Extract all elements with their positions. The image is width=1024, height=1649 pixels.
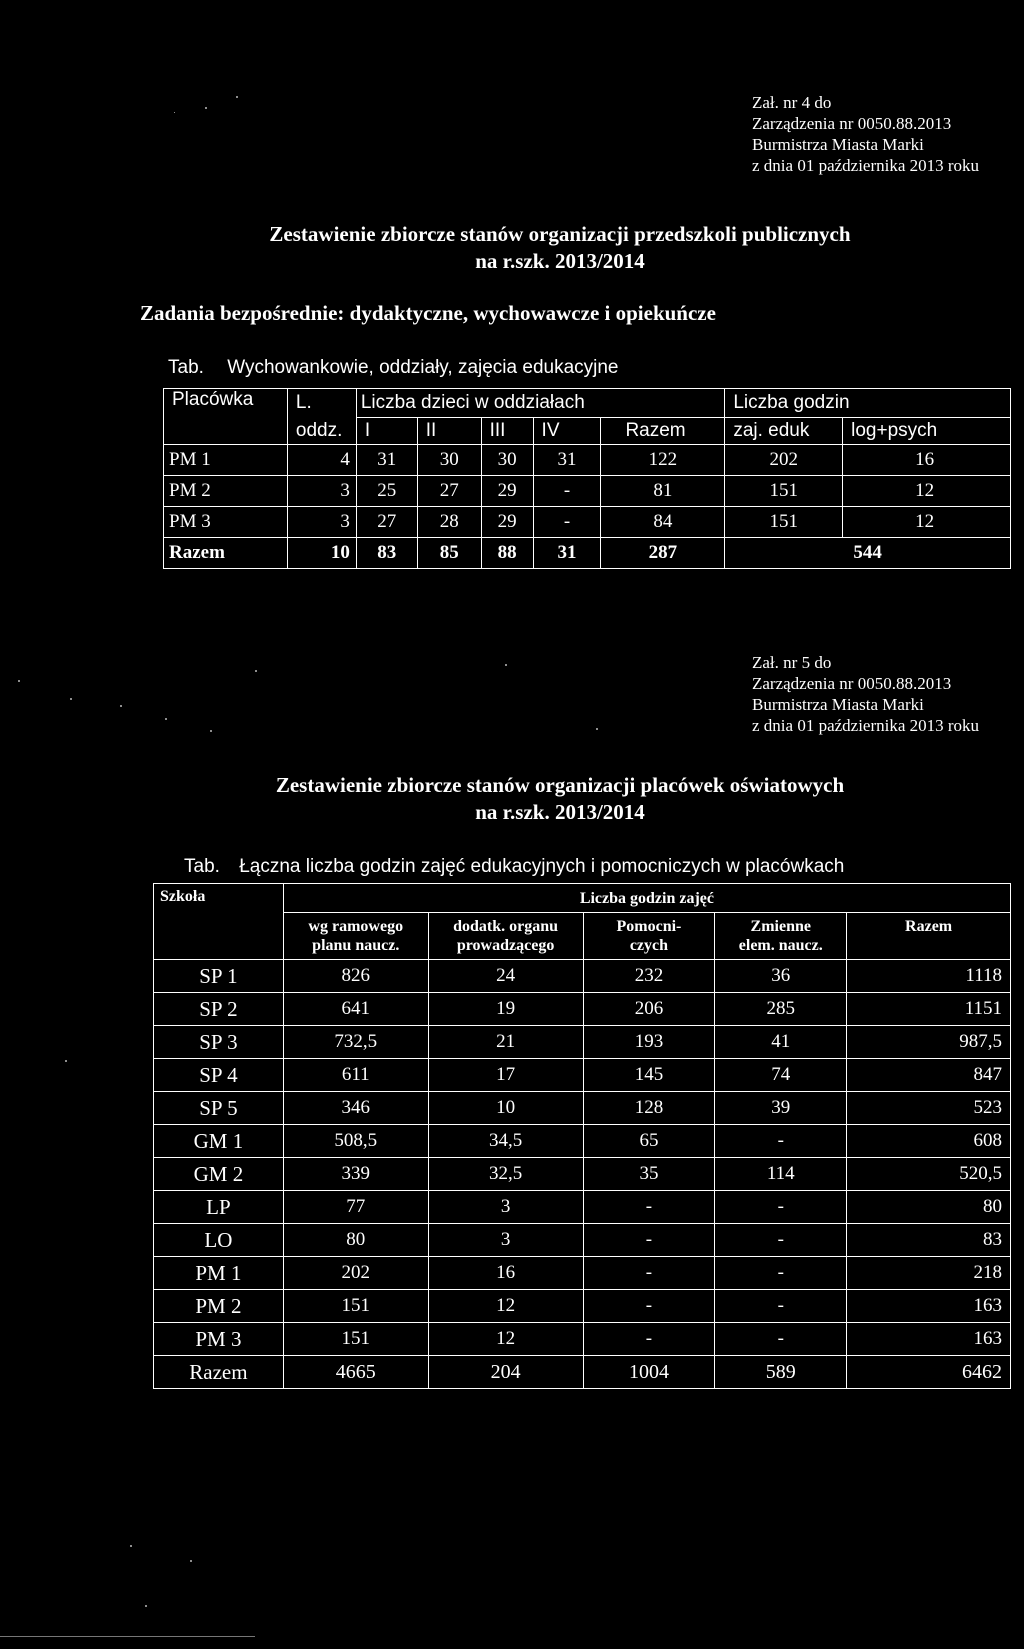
table-row	[154, 1158, 1011, 1191]
table-row	[164, 445, 1011, 476]
header-text: prowadzącego	[456, 937, 555, 954]
cell-ramowego: 339	[283, 1158, 428, 1191]
header-iv: IV	[533, 418, 601, 445]
cell-ramowego: 826	[283, 960, 428, 993]
header-oddz: oddz.	[287, 418, 356, 445]
caption-text: Wychowankowie, oddziały, zajęcia edukacyjne	[227, 357, 619, 378]
table-godziny-zajec	[153, 883, 1011, 1389]
cell-ii: 27	[417, 476, 481, 507]
cell-szkola: SP 1	[154, 960, 284, 993]
cell-zmienne: -	[715, 1191, 847, 1224]
table-row	[164, 476, 1011, 507]
annex-line: Zarządzenia nr 0050.88.2013	[752, 114, 952, 133]
header-razem: Razem	[847, 913, 1011, 960]
cell-ramowego: 508,5	[283, 1125, 428, 1158]
cell-iv: 31	[533, 445, 601, 476]
cell-zmienne: -	[715, 1125, 847, 1158]
cell-dodatk: 3	[428, 1224, 583, 1257]
section2-title-line2: na r.szk. 2013/2014	[475, 800, 645, 824]
cell-pomocniczych: 1004	[583, 1356, 715, 1389]
cell-log: 12	[843, 476, 1011, 507]
cell-zmienne: -	[715, 1290, 847, 1323]
caption-text: Łączna liczba godzin zajęć edukacyjnych i pomocniczych w placówkach	[239, 856, 845, 877]
cell-pomocniczych: -	[583, 1257, 715, 1290]
cell-log: 12	[843, 507, 1011, 538]
cell-pomocniczych: 35	[583, 1158, 715, 1191]
cell-szkola: Razem	[154, 1356, 284, 1389]
cell-pomocniczych: -	[583, 1224, 715, 1257]
table-row-total	[164, 538, 1011, 569]
cell-placowka: PM 1	[164, 445, 288, 476]
cell-zmienne: 589	[715, 1356, 847, 1389]
cell-pomocniczych: -	[583, 1191, 715, 1224]
cell-szkola: GM 1	[154, 1125, 284, 1158]
table-row	[154, 993, 1011, 1026]
header-text: dodatk. organu	[453, 918, 559, 935]
cell-dodatk: 17	[428, 1059, 583, 1092]
cell-pomocniczych: 232	[583, 960, 715, 993]
table-row	[154, 1224, 1011, 1257]
cell-ramowego: 4665	[283, 1356, 428, 1389]
header-text: Zmienne	[750, 918, 811, 935]
cell-i: 83	[356, 538, 417, 569]
cell-pomocniczych: 193	[583, 1026, 715, 1059]
cell-iii: 88	[481, 538, 533, 569]
cell-ramowego: 151	[283, 1323, 428, 1356]
section2-title	[180, 772, 940, 826]
cell-dodatk: 204	[428, 1356, 583, 1389]
cell-ramowego: 611	[283, 1059, 428, 1092]
cell-razem: 987,5	[847, 1026, 1011, 1059]
cell-razem: 80	[847, 1191, 1011, 1224]
cell-zmienne: -	[715, 1257, 847, 1290]
header-wg-ramowego	[283, 913, 428, 960]
cell-dodatk: 3	[428, 1191, 583, 1224]
cell-razem: 1151	[847, 993, 1011, 1026]
cell-ramowego: 641	[283, 993, 428, 1026]
table-row-total	[154, 1356, 1011, 1389]
cell-razem: 523	[847, 1092, 1011, 1125]
cell-zmienne: 74	[715, 1059, 847, 1092]
cell-pomocniczych: 128	[583, 1092, 715, 1125]
annex-line: z dnia 01 października 2013 roku	[752, 716, 980, 735]
cell-godz-total: 544	[725, 538, 1011, 569]
cell-log: 16	[843, 445, 1011, 476]
cell-szkola: LP	[154, 1191, 284, 1224]
annex-4-header	[752, 92, 979, 176]
cell-iii: 29	[481, 507, 533, 538]
cell-dodatk: 19	[428, 993, 583, 1026]
cell-szkola: SP 2	[154, 993, 284, 1026]
cell-iv: -	[533, 476, 601, 507]
annex-line: Burmistrza Miasta Marki	[752, 135, 924, 154]
cell-razem: 84	[601, 507, 725, 538]
section1-title-line1: Zestawienie zbiorcze stanów organizacji przedszkoli publicznych	[269, 222, 851, 246]
cell-iii: 30	[481, 445, 533, 476]
cell-szkola: SP 4	[154, 1059, 284, 1092]
cell-ramowego: 732,5	[283, 1026, 428, 1059]
cell-zaj: 202	[725, 445, 843, 476]
annex-line: Zał. nr 5 do	[752, 653, 832, 672]
header-liczba-godzin: Liczba godzin zajęć	[283, 884, 1010, 913]
cell-razem: 287	[601, 538, 725, 569]
cell-oddz: 4	[287, 445, 356, 476]
header-i: I	[356, 418, 417, 445]
cell-razem: 163	[847, 1323, 1011, 1356]
cell-razem: 163	[847, 1290, 1011, 1323]
cell-razem: 520,5	[847, 1158, 1011, 1191]
cell-szkola: SP 3	[154, 1026, 284, 1059]
table1-caption	[168, 357, 619, 379]
cell-placowka: PM 3	[164, 507, 288, 538]
table-row	[154, 1059, 1011, 1092]
cell-ii: 85	[417, 538, 481, 569]
header-text: wg ramowego	[308, 918, 404, 935]
section2-title-line1: Zestawienie zbiorcze stanów organizacji placówek oświatowych	[275, 773, 845, 797]
cell-oddz: 3	[287, 476, 356, 507]
cell-razem: 218	[847, 1257, 1011, 1290]
tab-label: Tab.	[168, 357, 204, 378]
cell-razem: 81	[601, 476, 725, 507]
table-row	[154, 1191, 1011, 1224]
table-row	[154, 1092, 1011, 1125]
header-text: Pomocni-	[616, 918, 682, 935]
cell-dodatk: 32,5	[428, 1158, 583, 1191]
cell-oddz: 3	[287, 507, 356, 538]
cell-dodatk: 24	[428, 960, 583, 993]
cell-pomocniczych: 206	[583, 993, 715, 1026]
cell-szkola: SP 5	[154, 1092, 284, 1125]
cell-pomocniczych: 145	[583, 1059, 715, 1092]
cell-razem: 608	[847, 1125, 1011, 1158]
header-text: planu naucz.	[312, 937, 400, 954]
cell-ramowego: 202	[283, 1257, 428, 1290]
cell-zaj: 151	[725, 476, 843, 507]
header-liczba-dzieci: Liczba dzieci w oddziałach	[356, 389, 724, 418]
cell-zmienne: -	[715, 1323, 847, 1356]
header-zmienne	[715, 913, 847, 960]
tab-label: Tab.	[184, 856, 220, 877]
cell-szkola: LO	[154, 1224, 284, 1257]
cell-ramowego: 77	[283, 1191, 428, 1224]
cell-ii: 28	[417, 507, 481, 538]
table-row	[154, 960, 1011, 993]
header-pomocniczych	[583, 913, 715, 960]
cell-razem: 847	[847, 1059, 1011, 1092]
cell-dodatk: 21	[428, 1026, 583, 1059]
cell-ramowego: 346	[283, 1092, 428, 1125]
table-row	[154, 1026, 1011, 1059]
table-row	[154, 1125, 1011, 1158]
cell-dodatk: 34,5	[428, 1125, 583, 1158]
cell-szkola: PM 3	[154, 1323, 284, 1356]
annex-5-header	[752, 652, 979, 736]
cell-zmienne: 114	[715, 1158, 847, 1191]
cell-zmienne: 39	[715, 1092, 847, 1125]
cell-placowka: PM 2	[164, 476, 288, 507]
section1-subtitle: Zadania bezpośrednie: dydaktyczne, wychowawcze i opiekuńcze	[140, 301, 716, 325]
cell-i: 25	[356, 476, 417, 507]
cell-iii: 29	[481, 476, 533, 507]
cell-pomocniczych: -	[583, 1323, 715, 1356]
cell-i: 31	[356, 445, 417, 476]
cell-razem: 122	[601, 445, 725, 476]
cell-pomocniczych: -	[583, 1290, 715, 1323]
header-placowka: Placówka	[164, 389, 288, 445]
header-dodatk-organu	[428, 913, 583, 960]
cell-pomocniczych: 65	[583, 1125, 715, 1158]
cell-oddz: 10	[287, 538, 356, 569]
table-row	[154, 1290, 1011, 1323]
cell-razem: 83	[847, 1224, 1011, 1257]
cell-dodatk: 12	[428, 1290, 583, 1323]
cell-szkola: PM 1	[154, 1257, 284, 1290]
header-razem: Razem	[601, 418, 725, 445]
header-liczba-godzin: Liczba godzin	[725, 389, 1011, 418]
cell-iv: 31	[533, 538, 601, 569]
header-iii: III	[481, 418, 533, 445]
cell-zmienne: 36	[715, 960, 847, 993]
table-row	[164, 507, 1011, 538]
cell-zmienne: -	[715, 1224, 847, 1257]
section1-title-line2: na r.szk. 2013/2014	[475, 249, 645, 273]
annex-line: Zarządzenia nr 0050.88.2013	[752, 674, 952, 693]
cell-razem: 1118	[847, 960, 1011, 993]
annex-line: Burmistrza Miasta Marki	[752, 695, 924, 714]
table2-caption	[184, 856, 844, 878]
annex-line: z dnia 01 października 2013 roku	[752, 156, 980, 175]
cell-dodatk: 16	[428, 1257, 583, 1290]
table-row	[154, 1323, 1011, 1356]
table-wychowankowie	[163, 388, 1011, 569]
header-ii: II	[417, 418, 481, 445]
cell-placowka: Razem	[164, 538, 288, 569]
cell-iv: -	[533, 507, 601, 538]
section1-title	[180, 221, 940, 275]
cell-zaj: 151	[725, 507, 843, 538]
cell-razem: 6462	[847, 1356, 1011, 1389]
header-text: czych	[629, 937, 669, 954]
cell-ramowego: 151	[283, 1290, 428, 1323]
header-log-psych: log+psych	[843, 418, 1011, 445]
cell-i: 27	[356, 507, 417, 538]
header-szkola: Szkoła	[154, 884, 284, 960]
header-l: L.	[287, 389, 356, 418]
header-zaj-eduk: zaj. eduk	[725, 418, 843, 445]
table-row	[154, 1257, 1011, 1290]
cell-zmienne: 285	[715, 993, 847, 1026]
cell-dodatk: 12	[428, 1323, 583, 1356]
annex-line: Zał. nr 4 do	[752, 93, 832, 112]
cell-szkola: GM 2	[154, 1158, 284, 1191]
cell-szkola: PM 2	[154, 1290, 284, 1323]
header-text: elem. naucz.	[738, 937, 823, 954]
cell-dodatk: 10	[428, 1092, 583, 1125]
cell-zmienne: 41	[715, 1026, 847, 1059]
cell-ramowego: 80	[283, 1224, 428, 1257]
cell-ii: 30	[417, 445, 481, 476]
